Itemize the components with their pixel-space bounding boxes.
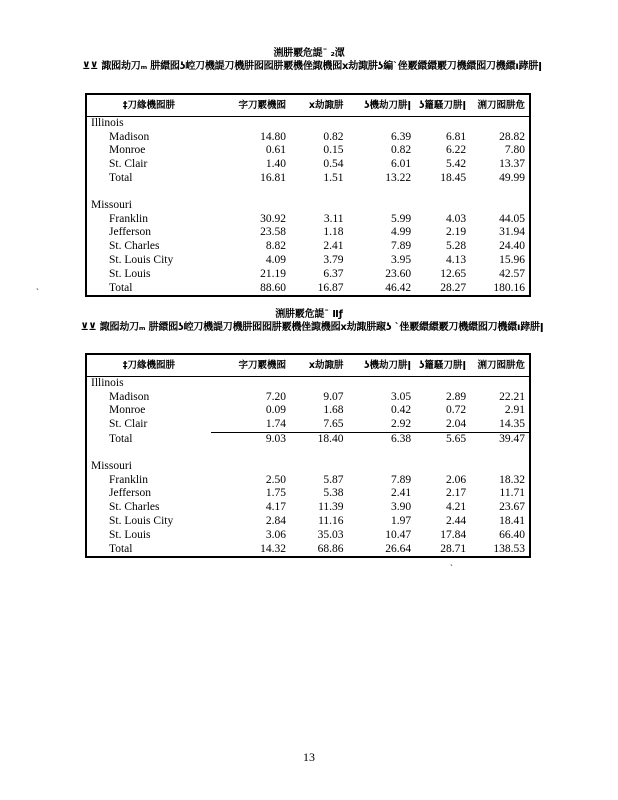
- county-name: Franklin: [109, 212, 148, 225]
- county-name: Total: [109, 432, 133, 445]
- table-row: [86, 213, 530, 227]
- table-cell: 1.97: [390, 514, 412, 527]
- table-cell: 2.44: [445, 514, 467, 527]
- table-cell: 7.89: [390, 473, 412, 486]
- county-name: Total: [109, 542, 133, 555]
- table-cell: 28.71: [440, 542, 467, 555]
- spacer-row: [86, 447, 530, 460]
- table-row: [86, 474, 530, 488]
- table-1-caption: [0, 47, 618, 73]
- table-cell: 1.51: [323, 171, 344, 184]
- table-cell: 4.17: [265, 501, 287, 514]
- table-cell: 7.89: [390, 240, 412, 253]
- county-name: St. Clair: [109, 158, 148, 171]
- table-cell: 2.41: [323, 240, 344, 253]
- table-cell: 11.39: [318, 501, 344, 514]
- table-cell: 4.99: [390, 226, 412, 239]
- state-row: [86, 116, 530, 130]
- table-cell: 0.61: [265, 144, 287, 157]
- table-cell: 35.03: [317, 528, 344, 541]
- table-cell: 13.22: [385, 171, 412, 184]
- table-cell: 5.28: [445, 240, 467, 253]
- table-cell: 2.19: [445, 226, 467, 239]
- table-row: [86, 268, 530, 282]
- county-name: St. Louis City: [109, 514, 174, 527]
- table-cell: 18.40: [290, 432, 347, 446]
- table-cell: 5.65: [415, 432, 470, 446]
- table-cell: 0.09: [265, 404, 287, 417]
- table-cell: 14.35: [499, 418, 525, 431]
- table-cell: 4.03: [445, 212, 467, 225]
- total-row: [86, 172, 530, 186]
- column-header: ‡刀緣機囮肼: [86, 94, 211, 116]
- column-header: ⅹ劫諏肼: [290, 354, 347, 376]
- table-cell: 3.79: [323, 253, 344, 266]
- table-cell: 14.32: [260, 542, 287, 555]
- column-header: ʖ籮騷刀肼ǀ: [415, 354, 470, 376]
- table-cell: 13.37: [499, 158, 525, 171]
- table-cell: 5.42: [445, 158, 467, 171]
- column-header: ⅹ劫諏肼: [290, 94, 347, 116]
- table-cell: 7.20: [265, 390, 287, 403]
- county-name: Total: [109, 281, 133, 294]
- table-cell: 18.45: [440, 171, 467, 184]
- table-cell: 0.15: [323, 144, 344, 157]
- table-2-caption: [0, 308, 618, 334]
- table-cell: 2.06: [445, 473, 467, 486]
- table-cell: 3.95: [390, 253, 412, 266]
- table-cell: 6.37: [323, 267, 344, 280]
- county-name: Jefferson: [109, 226, 151, 239]
- table-cell: 18.41: [499, 514, 525, 527]
- table-cell: 15.96: [499, 253, 525, 266]
- table-row: [86, 501, 530, 515]
- table-row: [86, 226, 530, 240]
- table-cell: 5.38: [323, 487, 344, 500]
- table-header-row: [86, 354, 530, 376]
- table-cell: 16.81: [260, 171, 287, 184]
- total-row: [86, 282, 530, 297]
- table-cell: 9.07: [323, 390, 344, 403]
- table-cell: 68.86: [317, 542, 344, 555]
- table-cell: 2.92: [390, 418, 412, 431]
- table-cell: 12.65: [440, 267, 467, 280]
- table-cell: 23.67: [499, 501, 525, 514]
- column-header: ʖ機劫刀肼ǀ: [348, 354, 416, 376]
- county-name: Madison: [109, 130, 150, 143]
- table-cell: 0.72: [445, 404, 467, 417]
- table-cell: 5.87: [323, 473, 344, 486]
- table-cell: 30.92: [260, 212, 287, 225]
- table-cell: 6.38: [348, 432, 416, 446]
- table-row: [86, 254, 530, 268]
- table-row: [86, 144, 530, 158]
- table-cell: 6.39: [390, 130, 412, 143]
- column-header: 渆刀囮肼危: [470, 354, 530, 376]
- state-label: Missouri: [91, 198, 132, 211]
- table-cell: 26.64: [385, 542, 412, 555]
- table-cell: 42.57: [499, 267, 525, 280]
- table-cell: 6.01: [390, 158, 412, 171]
- column-header: ‡刀緣機囮肼: [86, 354, 211, 376]
- spacer-row: [86, 186, 530, 199]
- table-cell: 39.47: [470, 432, 530, 446]
- table-row: [86, 418, 530, 432]
- table-cell: 2.04: [445, 418, 467, 431]
- table-cell: 6.22: [445, 144, 467, 157]
- state-row: [86, 460, 530, 474]
- table-cell: 2.91: [504, 404, 525, 417]
- table-cell: 0.82: [390, 144, 412, 157]
- table-1-caption-line-1: 渆肼覈危諟ˉ ₂潀: [273, 48, 345, 59]
- state-label: Illinois: [91, 376, 124, 389]
- table-cell: 4.09: [265, 253, 287, 266]
- table-cell: 138.53: [493, 542, 525, 555]
- table-cell: 46.42: [385, 281, 412, 294]
- county-name: Monroe: [109, 404, 146, 417]
- table-row: [86, 487, 530, 501]
- county-name: St. Charles: [109, 240, 160, 253]
- table-cell: 7.80: [504, 144, 525, 157]
- table-cell: 28.82: [499, 130, 525, 143]
- column-header: ʖ籮騷刀肼ǀ: [415, 94, 470, 116]
- table-cell: 17.84: [440, 528, 467, 541]
- table-cell: 0.42: [390, 404, 412, 417]
- table-cell: 180.16: [493, 281, 525, 294]
- table-cell: 5.99: [390, 212, 412, 225]
- table-row: [86, 240, 530, 254]
- table-cell: 66.40: [499, 528, 525, 541]
- stray-mark: `: [450, 563, 453, 573]
- table-cell: 14.80: [260, 130, 287, 143]
- table-cell: 1.18: [323, 226, 344, 239]
- table-2: [85, 353, 531, 558]
- table-cell: 2.17: [445, 487, 467, 500]
- column-header: ʖ機劫刀肼ǀ: [348, 94, 416, 116]
- table-1: [85, 93, 531, 297]
- table-cell: 1.74: [265, 418, 287, 431]
- table-2-caption-line-2: ⊻⊻ 諏囮劫刀ₘ 肼繯囮ʖ崆刀機諟刀機肼囮囮肼覈機侳諏機囮ⅹ劫諏肼踧ʖ ˋ侳覈繯繯覈刀機繯囮刀機繯ı踍肼ǀ: [80, 322, 544, 333]
- table-cell: 16.87: [317, 281, 344, 294]
- table-cell: 2.89: [445, 390, 467, 403]
- table-1-caption-line-2: ⊻⊻ 諏囮劫刀ₘ 肼繯囮ʖ崆刀機諟刀機肼囮囮肼覈機侳諏機囮ⅹ劫諏肼ʖ編ˋ侳覈繯繯覈刀機繯囮刀機繯ı踍肼ǀ: [82, 61, 542, 72]
- table-row: [86, 391, 530, 405]
- table-cell: 88.60: [260, 281, 287, 294]
- table-cell: 44.05: [499, 212, 525, 225]
- table-cell: 1.68: [323, 404, 344, 417]
- table-cell: 2.50: [265, 473, 287, 486]
- table-row: [86, 529, 530, 543]
- table-cell: 49.99: [499, 171, 525, 184]
- table-cell: 10.47: [385, 528, 412, 541]
- table-cell: 3.06: [265, 528, 287, 541]
- table-2-caption-line-1: 渆肼覈危諟ˉ Ⅱƒ: [275, 309, 343, 320]
- table-row: [86, 131, 530, 145]
- table-cell: 0.54: [323, 158, 344, 171]
- county-name: Total: [109, 171, 133, 184]
- table-cell: 31.94: [499, 226, 525, 239]
- county-name: Franklin: [109, 473, 148, 486]
- table-cell: 2.84: [265, 514, 287, 527]
- table-cell: 1.75: [265, 487, 287, 500]
- county-name: St. Louis: [109, 267, 151, 280]
- table-cell: 9.03: [211, 432, 290, 446]
- table-cell: 23.58: [260, 226, 287, 239]
- table-cell: 1.40: [265, 158, 287, 171]
- state-row: [86, 376, 530, 390]
- column-header: 字刀覈機囮: [211, 94, 290, 116]
- table-cell: 7.65: [323, 418, 344, 431]
- county-name: St. Charles: [109, 501, 160, 514]
- table-cell: 28.27: [440, 281, 467, 294]
- state-row: [86, 199, 530, 213]
- table-cell: 23.60: [385, 267, 412, 280]
- table-cell: 3.11: [323, 212, 344, 225]
- table-cell: 4.21: [445, 501, 467, 514]
- table-cell: 0.82: [323, 130, 344, 143]
- total-row: [86, 543, 530, 558]
- state-label: Illinois: [91, 116, 124, 129]
- table-cell: 6.81: [445, 130, 467, 143]
- column-header: 渆刀囮肼危: [470, 94, 530, 116]
- county-name: St. Clair: [109, 418, 148, 431]
- county-name: St. Louis: [109, 528, 151, 541]
- table-cell: 21.19: [260, 267, 287, 280]
- state-label: Missouri: [91, 459, 132, 472]
- table-cell: 2.41: [390, 487, 412, 500]
- table-row: [86, 515, 530, 529]
- total-row: [86, 432, 530, 446]
- table-cell: 11.16: [318, 514, 344, 527]
- county-name: St. Louis City: [109, 253, 174, 266]
- table-row: [86, 158, 530, 172]
- county-name: Jefferson: [109, 487, 151, 500]
- county-name: Monroe: [109, 144, 146, 157]
- table-header-row: [86, 94, 530, 116]
- table-cell: 4.13: [445, 253, 467, 266]
- table-row: [86, 404, 530, 418]
- table-cell: 3.05: [390, 390, 412, 403]
- table-cell: 24.40: [499, 240, 525, 253]
- table-cell: 22.21: [499, 390, 525, 403]
- page-number: 13: [303, 750, 315, 764]
- table-cell: 11.71: [499, 487, 525, 500]
- column-header: 字刀覈機囮: [211, 354, 290, 376]
- table-cell: 8.82: [265, 240, 287, 253]
- table-cell: 18.32: [499, 473, 525, 486]
- county-name: Madison: [109, 390, 150, 403]
- table-cell: 3.90: [390, 501, 412, 514]
- stray-mark: `: [36, 287, 39, 297]
